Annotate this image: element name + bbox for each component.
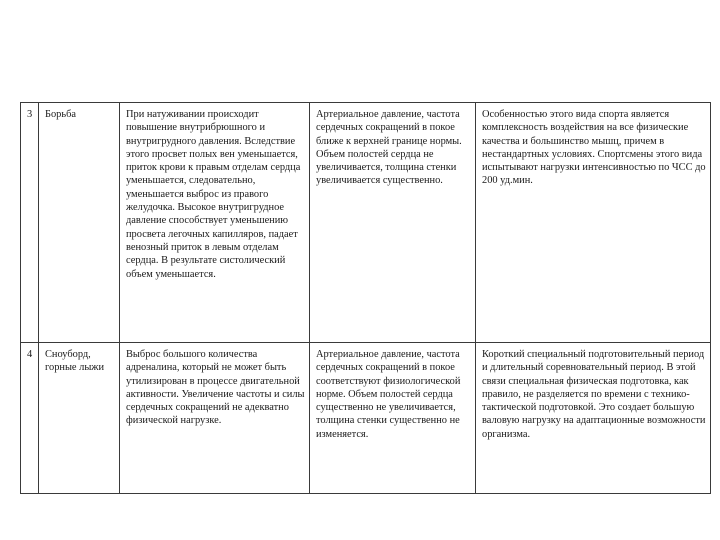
physiology-cell: При натуживании происходит повышение внутрибрюшного и внутригрудного давления. Вследствие этого просвет полых вен уменьшается, приток крови к правым отделам сердца уменьшается, следовательно, уменьшается выброс из правого желудочка. Высокое внутригрудное давление способствует уменьшению просвета легочных капилляров, падает венозный приток в левым отделам сердца. В результате систолический объем уменьшается. <box>120 103 310 343</box>
sport-name: Борьба <box>39 103 120 343</box>
sport-name: Сноуборд, горные лыжи <box>39 343 120 494</box>
features-cell: Особенностью этого вида спорта является комплексность воздействия на все физические качества и большинство мышц, причем в нестандартных условиях. Спортсмены этого вида испытывают нагрузки интенсивностью по ЧСС до 200 уд.мин. <box>476 103 711 343</box>
row-number: 3 <box>21 103 39 343</box>
physiology-cell: Выброс большого количества адреналина, который не может быть утилизирован в процессе двигательной активности. Увеличение частоты и силы сердечных сокращений не адекватно физической нагрузке. <box>120 343 310 494</box>
table-row <box>21 103 711 343</box>
pressure-cell: Артериальное давление, частота сердечных сокращений в покое соответствуют физиологической норме. Объем полостей сердца существенно не увеличивается, толщина стенки существенно не изменяется. <box>310 343 476 494</box>
row-number: 4 <box>21 343 39 494</box>
sports-cardiology-table <box>20 102 711 494</box>
features-cell: Короткий специальный подготовительный период и длительный соревновательный период. В этой связи специальная физическая подготовка, как правило, не разделяется по времени с технико-тактической подготовкой. Это создает большую валовую нагрузку на адаптационные возможности организма. <box>476 343 711 494</box>
pressure-cell: Артериальное давление, частота сердечных сокращений в покое ближе к верхней границе нормы. Объем полостей сердца не увеличивается, толщина стенки увеличивается существенно. <box>310 103 476 343</box>
table-row <box>21 343 711 494</box>
